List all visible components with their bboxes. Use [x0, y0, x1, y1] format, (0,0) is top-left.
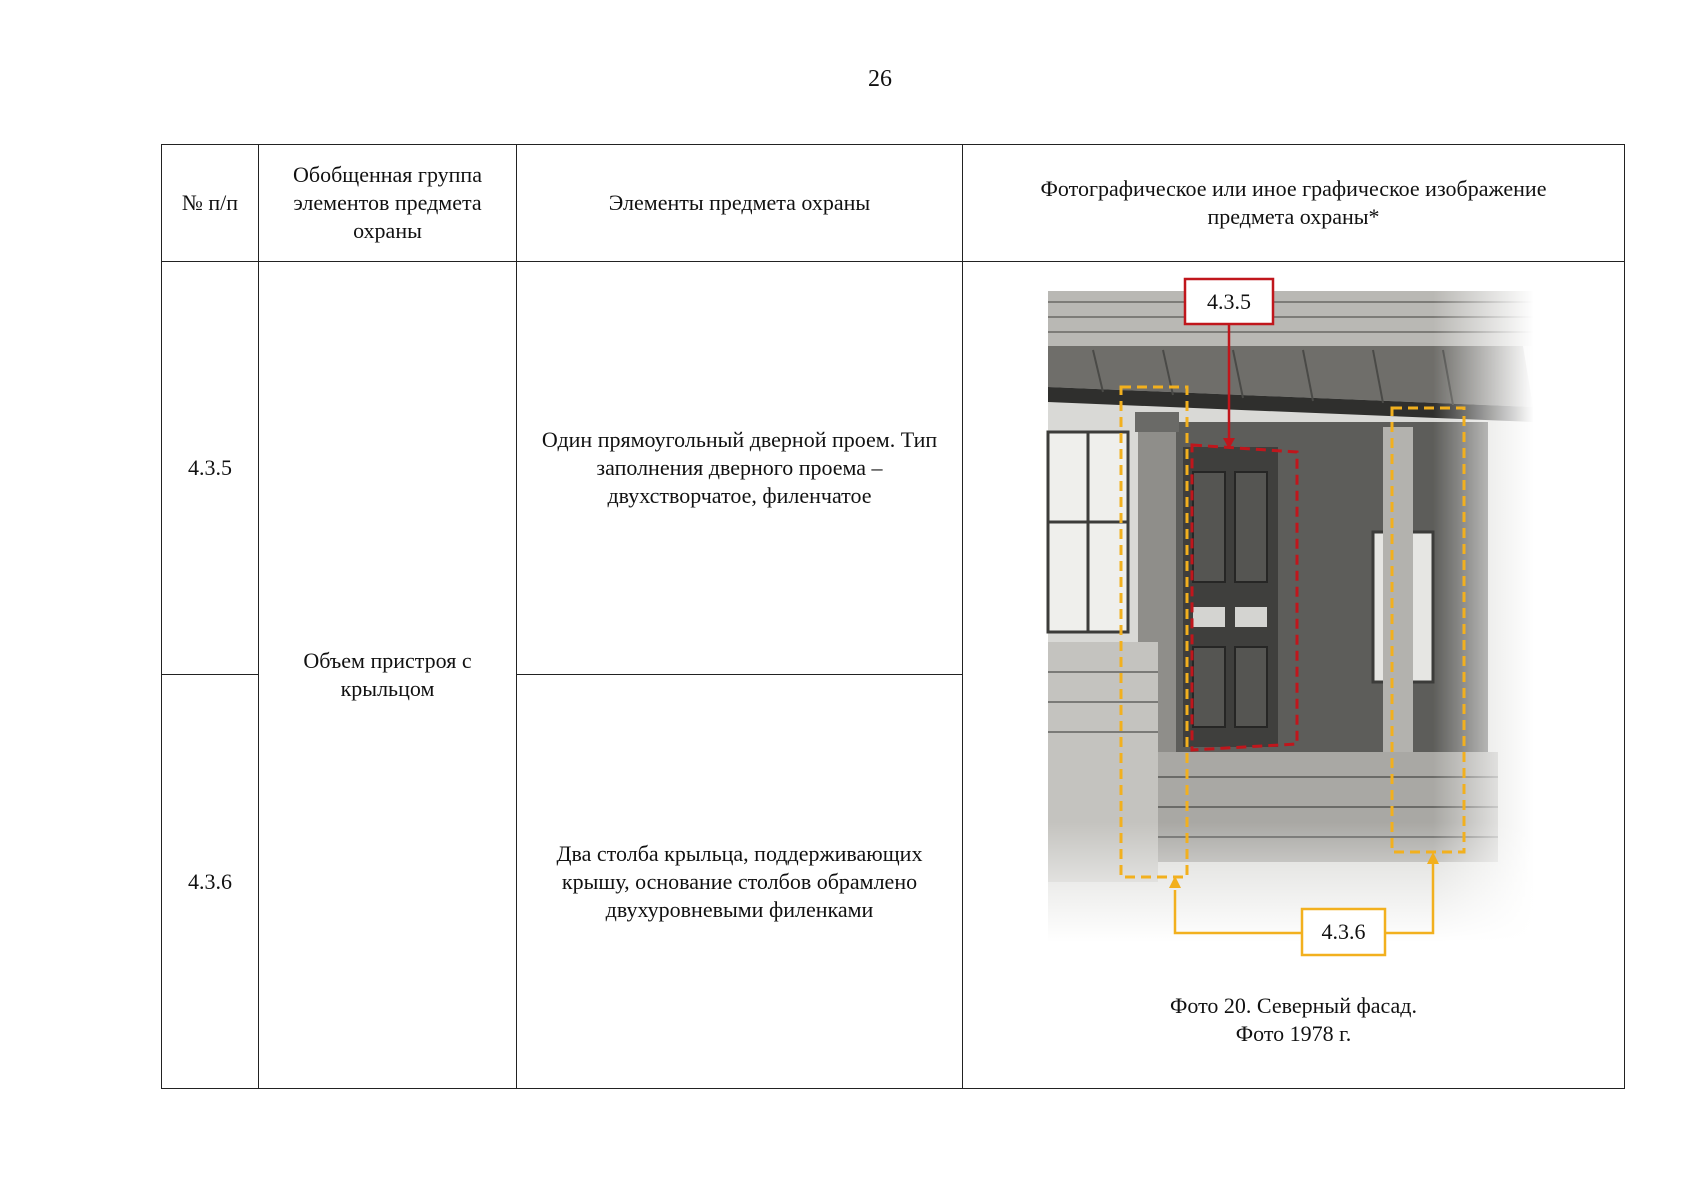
door-marker-label: 4.3.5 — [1207, 289, 1251, 314]
caption-line-1: Фото 20. Северный фасад. — [1170, 993, 1417, 1018]
pillars-marker-label: 4.3.6 — [1321, 919, 1366, 944]
photo-container — [963, 262, 1624, 1088]
header-number: № п/п — [162, 145, 259, 262]
protection-elements-table — [161, 144, 1625, 1089]
row-description: Один прямоугольный дверной проем. Тип заполнения дверного проема – двухстворчатое, филенчатое — [517, 262, 963, 675]
caption-line-2: Фото 1978 г. — [1235, 1021, 1352, 1046]
row-number: 4.3.6 — [162, 675, 259, 1089]
group-label: Объем пристроя с крыльцом — [259, 262, 517, 1089]
header-image: Фотографическое или иное графическое изображение предмета охраны* — [963, 145, 1625, 262]
photo-caption — [963, 992, 1624, 1048]
header-elements: Элементы предмета охраны — [517, 145, 963, 262]
table-header-row — [162, 145, 1625, 262]
porch-photo — [963, 262, 1624, 1088]
row-description: Два столба крыльца, поддерживающих крышу, основание столбов обрамлено двухуровневыми филенками — [517, 675, 963, 1089]
table-row — [162, 262, 1625, 675]
header-group: Обобщенная группа элементов предмета охраны — [259, 145, 517, 262]
row-number: 4.3.5 — [162, 262, 259, 675]
photo-cell — [963, 262, 1625, 1089]
page-number: 26 — [868, 66, 892, 92]
